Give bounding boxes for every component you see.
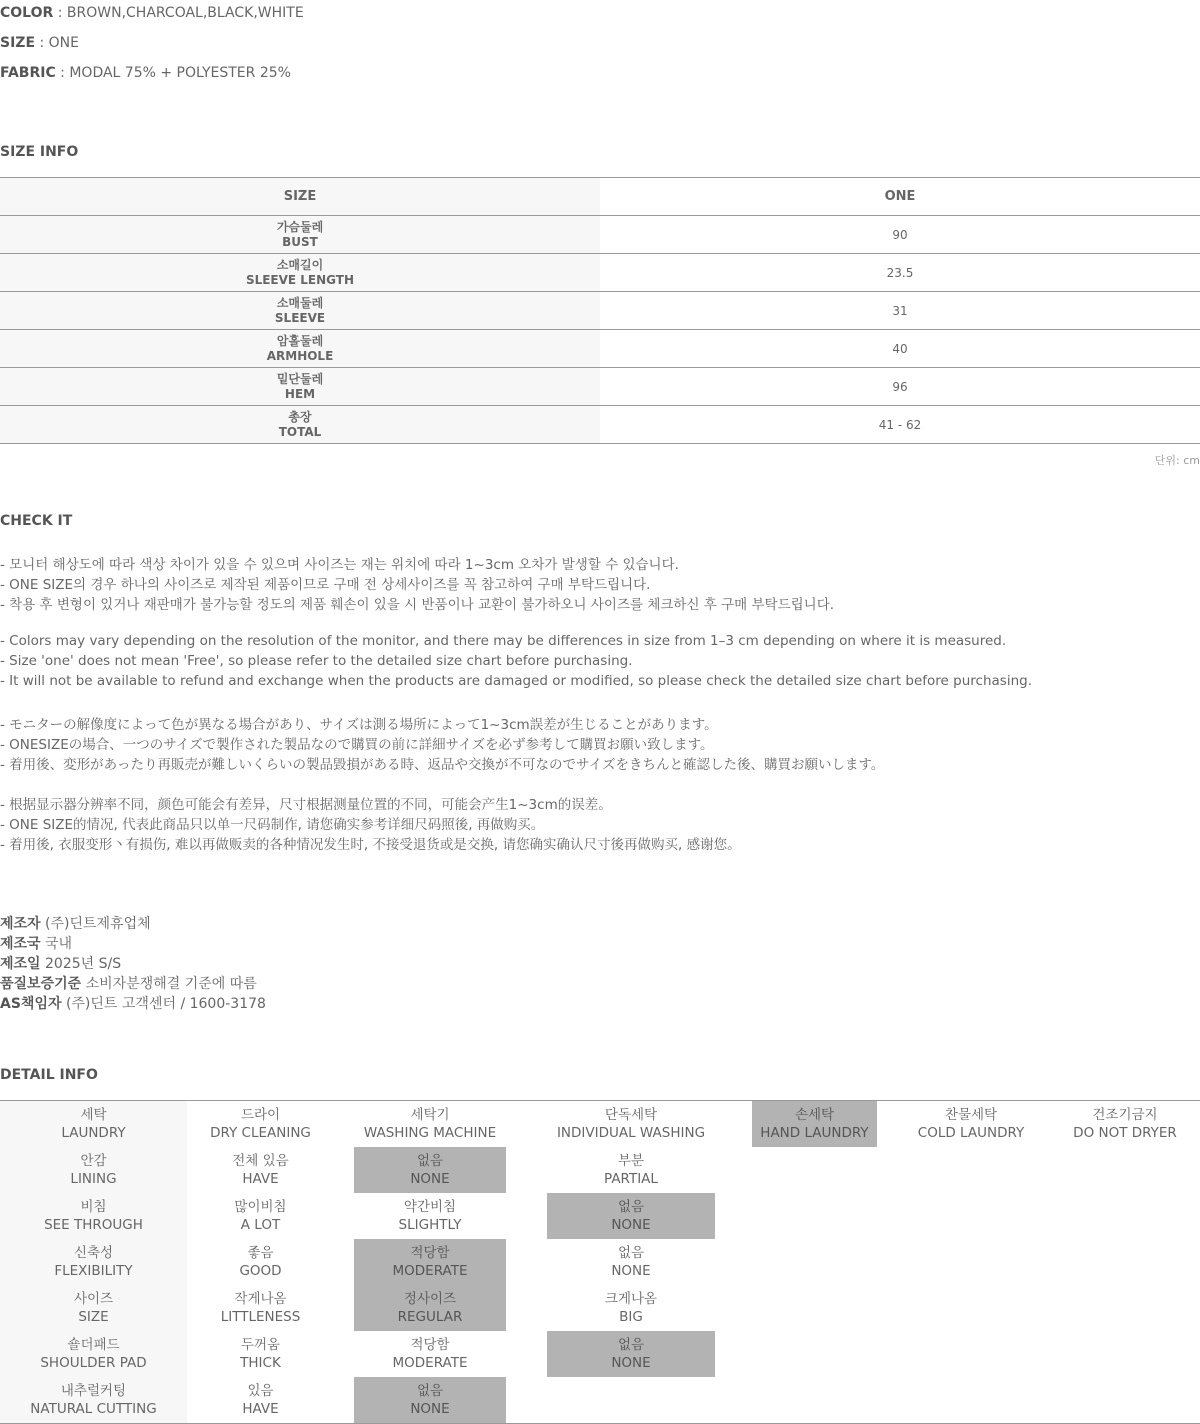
detail-row-label [0, 1239, 187, 1285]
country-line [0, 933, 72, 953]
detail-option [547, 1101, 715, 1147]
check-line: - 착용 후 변형이 있거나 재판매가 불가능할 정도의 제품 훼손이 있을 시 반품이나 교환이 불가하오니 사이즈를 체크하신 후 구매 부탁드립니다. [0, 597, 835, 613]
fabric-spec [0, 65, 291, 81]
option-ko: 많이비침 [234, 1199, 287, 1215]
detail-option [187, 1285, 334, 1331]
option-en: SEE THROUGH [44, 1217, 143, 1233]
detail-option-selected [547, 1193, 715, 1239]
label-ko: 소매둘레 [276, 295, 324, 310]
option-ko: 작게나옴 [234, 1291, 287, 1307]
spec-value: : BROWN,CHARCOAL,BLACK,WHITE [53, 5, 304, 21]
mfg-label: 제조자 [0, 916, 41, 932]
option-ko: 좋음 [247, 1245, 274, 1261]
detail-option-selected [354, 1239, 506, 1285]
option-en: HAVE [242, 1401, 279, 1417]
size-row [0, 216, 1200, 254]
option-ko: 없음 [416, 1383, 444, 1399]
mfg-label: 제조일 [0, 956, 41, 972]
option-en: LITTLENESS [220, 1309, 301, 1325]
size-row [0, 406, 1200, 444]
detail-option [354, 1193, 506, 1239]
label-en: SLEEVE LENGTH [245, 272, 355, 287]
check-line: - ONESIZEの場合、一つのサイズで製作された製品なので購買の前に詳細サイズを必ず参考して購買お願い致します。 [0, 737, 714, 753]
mfg-value: 국내 [40, 936, 73, 952]
label-ko: 소매길이 [276, 257, 324, 272]
size-row-value: 40 [600, 330, 1200, 368]
mfg-label: AS책임자 [0, 996, 62, 1012]
detail-row-label [0, 1147, 187, 1193]
option-ko: 부분 [617, 1153, 645, 1169]
detail-row-label [0, 1285, 187, 1331]
size-row-value: 41 - 62 [600, 406, 1200, 444]
option-ko: 세탁기 [410, 1107, 450, 1123]
option-en: INDIVIDUAL WASHING [556, 1125, 706, 1141]
size-row-value: 90 [600, 216, 1200, 254]
date-line [0, 953, 121, 973]
option-en: NATURAL CUTTING [30, 1401, 157, 1417]
option-en: A LOT [240, 1217, 281, 1233]
option-ko: 적당함 [410, 1337, 450, 1353]
option-ko: 단독세탁 [604, 1107, 658, 1123]
size-row-value: 23.5 [600, 254, 1200, 292]
mfg-value: 소비자분쟁해결 기준에 따름 [81, 976, 257, 992]
detail-table [0, 1100, 1200, 1424]
spec-label: SIZE [0, 35, 36, 51]
check-line: - 着用後, 衣服变形丶有损伤, 难以再做贩卖的各种情况发生时, 不接受退货或是交换, 请您确实确认尺寸後再做购买, 感谢您。 [0, 837, 741, 853]
size-info-title: SIZE INFO [0, 144, 79, 160]
detail-option-selected [354, 1147, 506, 1193]
spec-label: FABRIC [0, 65, 56, 81]
label-en: BUST [282, 234, 318, 249]
option-ko: 두꺼움 [240, 1337, 281, 1353]
size-row-label [0, 368, 600, 406]
label-ko: 밑단둘레 [276, 371, 324, 386]
quality-line [0, 973, 257, 993]
size-row [0, 292, 1200, 330]
option-en: THICK [240, 1355, 281, 1371]
option-en: WASHING MACHINE [363, 1125, 497, 1141]
option-ko: 손세탁 [794, 1107, 835, 1123]
detail-option-selected [752, 1101, 877, 1147]
check-line: - ONE SIZE的情况, 代表此商品只以单一尺码制作, 请您确实参考详细尺码照後, 再做购买。 [0, 817, 545, 833]
detail-option [187, 1193, 334, 1239]
check-line: - Size 'one' does not mean 'Free', so please refer to the detailed size chart before purchasing. [0, 653, 633, 669]
size-row-label [0, 330, 600, 368]
option-en: MODERATE [392, 1263, 468, 1279]
detail-option-selected [547, 1331, 715, 1377]
check-it-title: CHECK IT [0, 513, 73, 529]
label-ko: 암홀둘레 [276, 333, 324, 348]
option-en: BIG [619, 1309, 643, 1325]
size-row [0, 368, 1200, 406]
size-row-value: 96 [600, 368, 1200, 406]
detail-row-label [0, 1377, 187, 1423]
manufacturer-line [0, 913, 151, 933]
option-en: LINING [70, 1171, 117, 1187]
detail-option [547, 1239, 715, 1285]
option-ko: 건조기금지 [1092, 1107, 1158, 1123]
option-en: HAVE [242, 1171, 279, 1187]
option-en: HAND LAUNDRY [760, 1125, 869, 1141]
option-ko: 크게나옴 [604, 1291, 658, 1307]
detail-option [354, 1331, 506, 1377]
color-spec [0, 5, 304, 21]
option-ko: 전체 있음 [232, 1153, 289, 1169]
option-ko: 정사이즈 [403, 1291, 457, 1307]
mfg-label: 제조국 [0, 936, 41, 952]
option-en: NONE [410, 1171, 450, 1187]
size-row-label [0, 292, 600, 330]
check-line: - 모니터 해상도에 따라 색상 차이가 있을 수 있으며 사이즈는 재는 위치에 따라 1~3cm 오차가 발생할 수 있습니다. [0, 557, 679, 573]
option-ko: 없음 [617, 1337, 645, 1353]
label-en: SLEEVE [274, 310, 326, 325]
size-table [0, 177, 1200, 444]
option-en: SIZE [78, 1309, 109, 1325]
option-ko: 적당함 [410, 1245, 450, 1261]
option-en: DRY CLEANING [210, 1125, 311, 1141]
label-ko: 총장 [288, 409, 312, 424]
check-line: - モニターの解像度によって色が異なる場合があり、サイズは測る場所によって1~3cm誤差が生じることがあります。 [0, 717, 718, 733]
option-ko: 없음 [617, 1199, 645, 1215]
option-ko: 신축성 [73, 1245, 114, 1261]
detail-option [187, 1147, 334, 1193]
label-en: HEM [284, 386, 316, 401]
detail-row-label [0, 1193, 187, 1239]
check-line: - 着用後、変形があったり再販売が難しいくらいの製品毀損がある時、返品や交換が不可なのでサイズをきちんと確認した後、購買お願いします。 [0, 757, 885, 773]
label-en: TOTAL [278, 424, 322, 439]
option-en: GOOD [239, 1263, 282, 1279]
detail-row-label [0, 1101, 187, 1147]
option-en: SLIGHTLY [398, 1217, 462, 1233]
detail-option [187, 1101, 334, 1147]
detail-option [877, 1101, 1065, 1147]
size-row-label [0, 216, 600, 254]
option-ko: 안감 [80, 1153, 107, 1169]
check-line: - 根据显示器分辨率不同，颜色可能会有差异，尺寸根据测量位置的不同，可能会产生1~3cm的误差。 [0, 797, 612, 813]
option-ko: 내추럴커팅 [60, 1383, 127, 1399]
option-ko: 숄더패드 [67, 1337, 120, 1353]
option-ko: 찬물세탁 [944, 1107, 998, 1123]
size-table-header [0, 178, 1200, 216]
option-en: NONE [611, 1263, 651, 1279]
detail-option-selected [354, 1285, 506, 1331]
option-en: NONE [611, 1217, 651, 1233]
option-en: DO NOT DRYER [1073, 1125, 1177, 1141]
option-ko: 약간비침 [403, 1199, 457, 1215]
detail-option [547, 1147, 715, 1193]
detail-option [187, 1331, 334, 1377]
spec-value: : ONE [35, 35, 79, 51]
unit-note: 단위: cm [1154, 454, 1200, 467]
size-row [0, 330, 1200, 368]
option-en: REGULAR [397, 1309, 463, 1325]
check-line: - Colors may vary depending on the resolution of the monitor, and there may be differences in size from 1–3 cm depending on where it is measured. [0, 633, 1007, 649]
option-ko: 비침 [80, 1199, 107, 1215]
detail-row-label [0, 1331, 187, 1377]
size-row-label [0, 406, 600, 444]
option-ko: 없음 [416, 1153, 444, 1169]
detail-info-title: DETAIL INFO [0, 1067, 98, 1083]
detail-option [187, 1239, 334, 1285]
mfg-label: 품질보증기준 [0, 976, 82, 992]
option-en: PARTIAL [604, 1171, 658, 1187]
option-ko: 세탁 [80, 1107, 107, 1123]
detail-option [354, 1101, 506, 1147]
option-en: NONE [410, 1401, 450, 1417]
size-row [0, 254, 1200, 292]
size-row-value: 31 [600, 292, 1200, 330]
option-en: LAUNDRY [61, 1125, 126, 1141]
option-en: NONE [611, 1355, 651, 1371]
size-header-value: ONE [600, 178, 1200, 216]
check-line: - It will not be available to refund and exchange when the products are damaged or modified, so please check the detailed size chart before purchasing. [0, 673, 1032, 689]
detail-option-selected [354, 1377, 506, 1423]
option-ko: 없음 [617, 1245, 645, 1261]
detail-option [1050, 1101, 1200, 1147]
option-en: MODERATE [392, 1355, 468, 1371]
spec-value: : MODAL 75% + POLYESTER 25% [55, 65, 291, 81]
size-spec [0, 35, 79, 51]
label-en: ARMHOLE [266, 348, 334, 363]
mfg-value: 2025년 S/S [40, 956, 122, 972]
option-ko: 드라이 [240, 1107, 281, 1123]
option-ko: 있음 [247, 1383, 274, 1399]
option-ko: 사이즈 [73, 1291, 114, 1307]
size-row-label [0, 254, 600, 292]
mfg-value: (주)딘트 고객센터 / 1600-3178 [61, 996, 266, 1012]
option-en: COLD LAUNDRY [917, 1125, 1025, 1141]
detail-option [187, 1377, 334, 1423]
size-header-label: SIZE [0, 178, 600, 216]
check-line: - ONE SIZE의 경우 하나의 사이즈로 제작된 제품이므로 구매 전 상세사이즈를 꼭 참고하여 구매 부탁드립니다. [0, 577, 651, 593]
option-en: SHOULDER PAD [40, 1355, 147, 1371]
option-en: FLEXIBILITY [54, 1263, 133, 1279]
detail-option [547, 1285, 715, 1331]
label-ko: 가슴둘레 [276, 219, 324, 234]
mfg-value: (주)딘트제휴업체 [40, 916, 151, 932]
spec-label: COLOR [0, 5, 54, 21]
as-line [0, 993, 266, 1013]
